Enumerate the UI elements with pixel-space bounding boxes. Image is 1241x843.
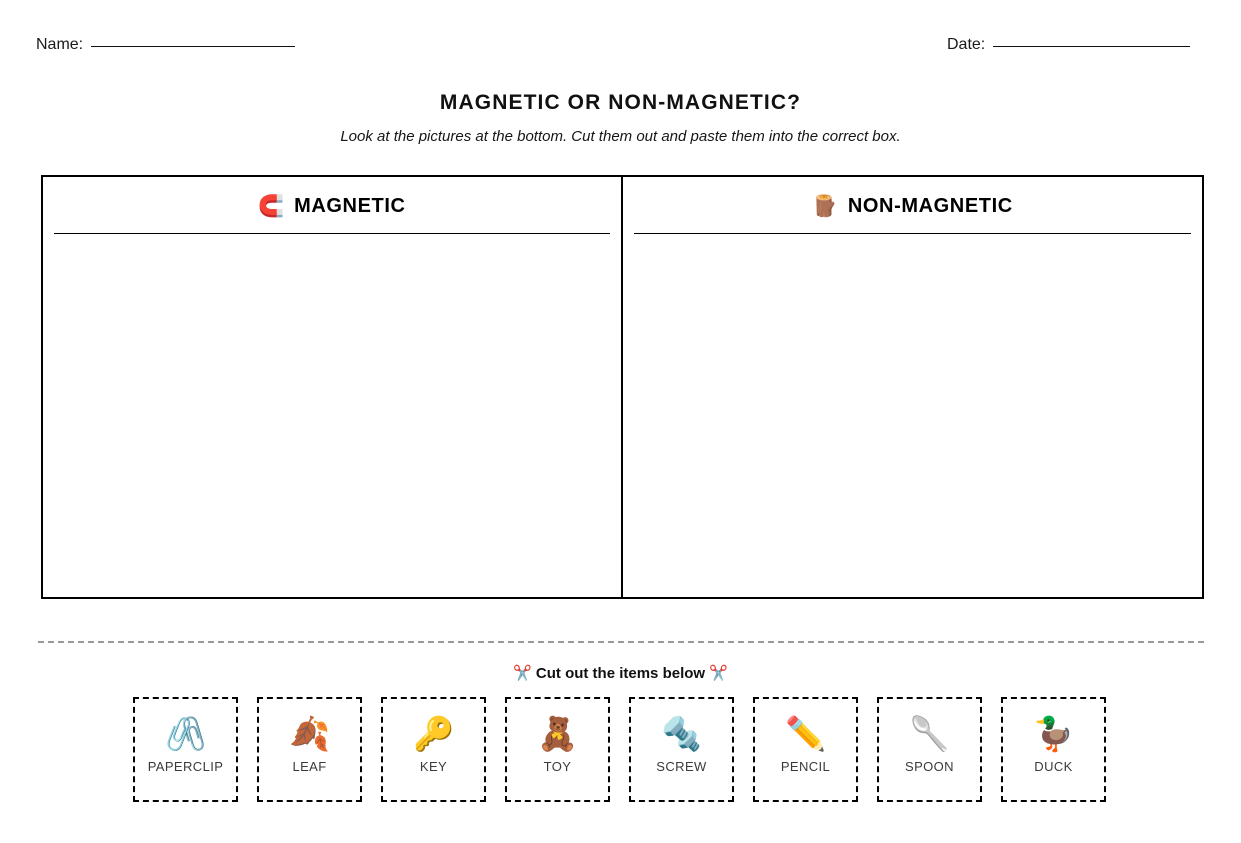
date-field-group — [947, 36, 1190, 62]
name-field-group — [36, 36, 295, 62]
cut-out-note — [0, 664, 1241, 682]
date-write-line[interactable] — [993, 46, 1190, 47]
cut-card-label: SPOON — [905, 759, 954, 774]
spoon-icon: 🥄 — [908, 715, 951, 752]
cut-card-label: PAPERCLIP — [147, 759, 224, 774]
leaf-icon: 🍂 — [288, 715, 331, 752]
cut-card-label: SCREW — [656, 759, 707, 774]
magnet-icon: 🧲 — [257, 194, 285, 218]
cut-card-duck[interactable] — [1001, 697, 1106, 802]
name-date-row — [0, 36, 1241, 62]
scissors-icon-right: ✂️ — [709, 665, 728, 682]
cut-card-label: PENCIL — [780, 759, 831, 774]
pencil-icon: ✏️ — [784, 715, 827, 752]
cut-card-pencil[interactable] — [753, 697, 858, 802]
cut-card-label: KEY — [419, 759, 448, 774]
sorting-box — [41, 175, 1204, 599]
worksheet-title: MAGNETIC OR NON-MAGNETIC? — [439, 91, 802, 114]
teddy-bear-icon: 🧸 — [536, 715, 579, 752]
paperclip-icon: 🖇️ — [164, 715, 207, 752]
key-icon: 🔑 — [412, 715, 455, 752]
name-write-line[interactable] — [91, 46, 295, 47]
column-non-magnetic-label: NON-MAGNETIC — [847, 194, 1013, 217]
column-non-magnetic-header — [634, 188, 1192, 234]
column-magnetic-label: MAGNETIC — [294, 194, 406, 217]
column-magnetic[interactable] — [43, 177, 623, 597]
wood-log-icon: 🪵 — [811, 194, 838, 218]
cut-card-key[interactable] — [381, 697, 486, 802]
cut-card-screw[interactable] — [629, 697, 734, 802]
column-non-magnetic[interactable] — [623, 177, 1203, 597]
cut-card-toy[interactable] — [505, 697, 610, 802]
cut-separator-line — [38, 641, 1204, 643]
cut-card-leaf[interactable] — [257, 697, 362, 802]
worksheet-instructions: Look at the pictures at the bottom. Cut them out and paste them into the correct box. — [340, 128, 901, 145]
column-magnetic-header — [54, 188, 610, 234]
date-label: Date: — [947, 36, 986, 53]
cut-out-note-text: Cut out the items below — [535, 665, 706, 682]
duck-icon: 🦆 — [1032, 715, 1075, 752]
cut-card-spoon[interactable] — [877, 697, 982, 802]
drop-zone-magnetic[interactable] — [54, 234, 610, 574]
cut-card-label: LEAF — [292, 759, 327, 774]
name-label: Name: — [36, 36, 84, 53]
cut-card-paperclip[interactable] — [133, 697, 238, 802]
cut-card-label: DUCK — [1034, 759, 1073, 774]
screw-icon: 🔩 — [660, 715, 703, 752]
scissors-icon-left: ✂️ — [513, 665, 532, 682]
drop-zone-non-magnetic[interactable] — [634, 234, 1192, 574]
cut-out-card-row — [133, 697, 1107, 802]
cut-card-label: TOY — [543, 759, 572, 774]
